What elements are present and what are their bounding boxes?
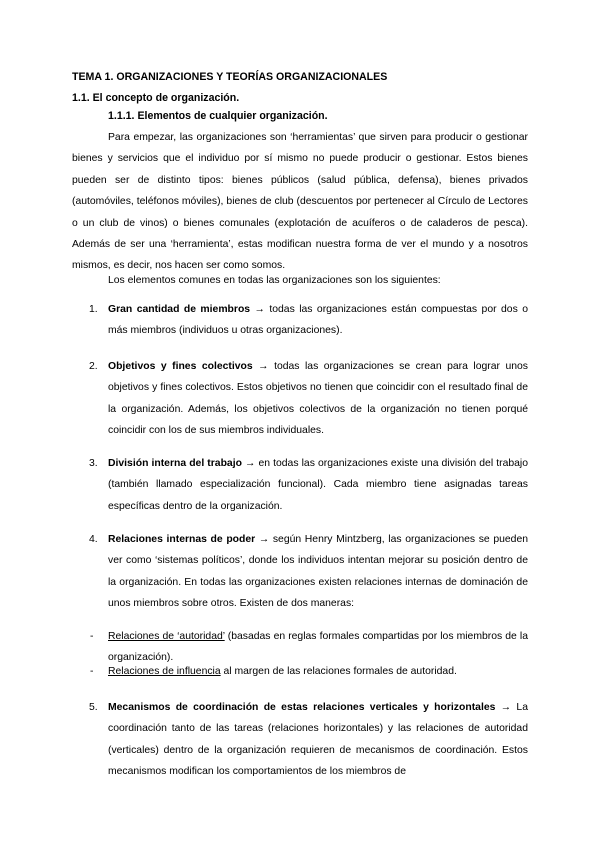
bullet-text: (basadas en reglas formales compartidas por los miembros de la organización). [108,631,528,663]
list-item-title: Mecanismos de coordinación de estas relaciones verticales y horizontales → [108,702,512,713]
bullet-dash: - [90,666,94,677]
elements-intro: Los elementos comunes en todas las organizaciones son los siguientes: [108,275,441,286]
list-item-text: → todas las organizaciones se crean para lograr unos objetivos y fines colectivos. Estos objetivos no tienen que coincidir con el resultado final de la organización. Además, los objetivos colectivos de la organización no tienen porqué coincidir con los de sus miembros individuales. [108,361,528,436]
bullet-dash: - [90,631,94,642]
list-number: 2. [89,361,98,372]
bullet-term: Relaciones de influencia [108,666,221,677]
bullet-text: al margen de las relaciones formales de autoridad. [220,666,457,677]
list-item-title: División interna del trabajo [108,458,242,469]
list-item-text: → según Henry Mintzberg, las organizaciones se pueden ver como ‘sistemas políticos’, donde los individuos intentan mejorar su posición dentro de la organización. En todas las organizaciones existen relaciones internas de dominación de unos miembros sobre otros. Existen de dos maneras: [108,534,529,609]
list-number: 4. [89,534,98,545]
list-item-title: Gran cantidad de miembros [108,304,251,315]
list-number: 1. [89,304,98,315]
list-number: 5. [89,702,98,713]
list-item-text: → en todas las organizaciones existe una división del trabajo (también llamado especialización funcional). Cada miembro tiene asignadas tareas específicas dentro de la organización. [108,458,528,512]
intro-paragraph: Para empezar, las organizaciones son ‘herramientas’ que sirven para producir o gestionar bienes y servicios que el individuo por sí mismo no puede producir o gestionar. Estos bienes pueden ser de distinto tipos: bienes públicos (salud pública, defensa), bienes privados (automóviles, teléfonos móviles), bienes de club (descuentos por pertenecer al Círculo de Lectores o un club de vinos) o bienes comunales (explotación de acuíferos o de caladeros de pesca). Además de ser una ‘herramienta’, estas modifican nuestra forma de ver el mundo y a nosotros mismos, es decir, nos hacen ser como somos. [72,132,528,272]
section-title: 1.1. El concepto de organización. [72,92,240,104]
list-item-title: Objetivos y fines colectivos [108,361,253,372]
list-number: 3. [89,458,98,469]
chapter-title: TEMA 1. ORGANIZACIONES Y TEORÍAS ORGANIZACIONALES [72,71,388,83]
bullet-term: Relaciones de ‘autoridad’ [108,631,225,642]
list-item-text: La coordinación tanto de las tareas (relaciones horizontales) y las relaciones de autoridad (verticales) dentro de la organización requieren de mecanismos de coordinación. Estos mecanismos modifican los comportamientos de los miembros de [108,702,528,777]
subsection-title: 1.1.1. Elementos de cualquier organización. [108,110,328,122]
list-item-title: Relaciones internas de poder [108,534,256,545]
list-item-text: → todas las organizaciones están compuestas por dos o más miembros (individuos u otras organizaciones). [108,304,528,337]
